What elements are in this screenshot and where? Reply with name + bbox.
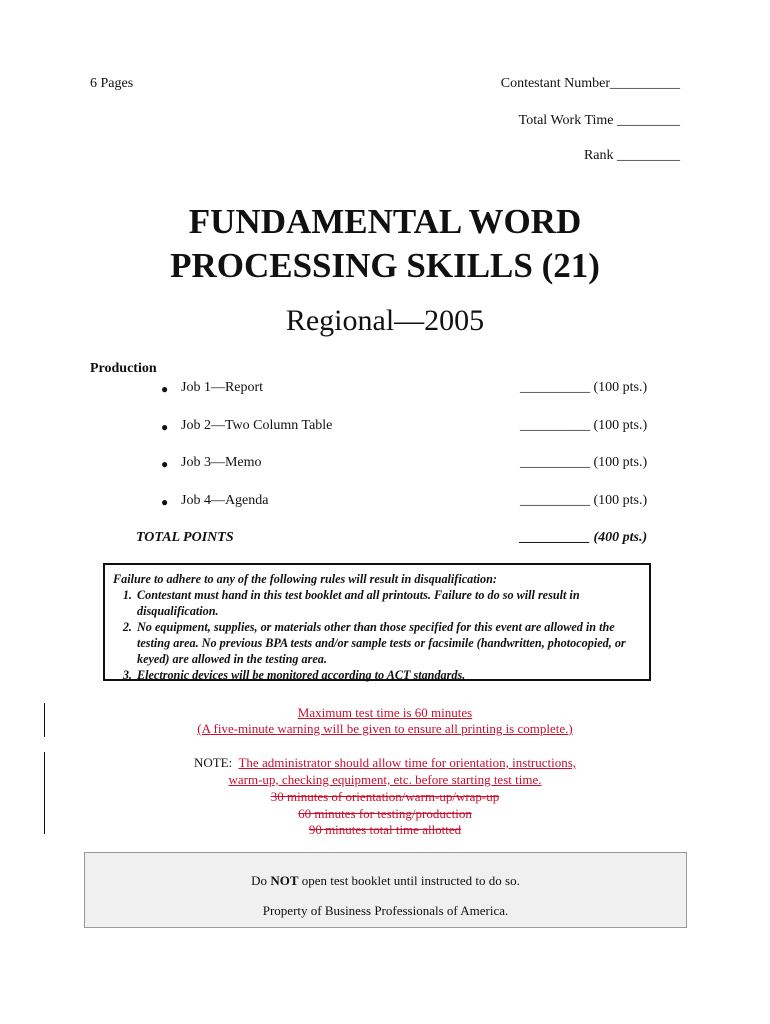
document-subtitle: Regional—2005: [285, 304, 485, 337]
total-points-label: TOTAL POINTS: [136, 530, 234, 545]
job-row: [0, 455, 770, 475]
footer-box: [84, 852, 687, 928]
job-label: Job 3—Memo: [181, 455, 262, 470]
job-points: __________ (100 pts.): [520, 455, 648, 470]
production-heading: Production: [90, 361, 157, 376]
job-label: Job 4—Agenda: [181, 493, 269, 508]
warning-open: (A: [197, 721, 211, 736]
warning-line: [0, 720, 770, 737]
rules-list: [113, 587, 641, 683]
rules-box: [103, 563, 651, 681]
bullet-icon: ●: [161, 382, 169, 396]
document-title-line-2: PROCESSING SKILLS (21): [170, 246, 600, 285]
notice-suffix: open test booklet until instructed to do so.: [298, 873, 520, 888]
job-row: [0, 380, 770, 400]
page-count: 6 Pages: [90, 76, 134, 91]
note-text: The administrator should allow time for orientation, instructions,: [238, 755, 577, 770]
job-points: __________ (100 pts.): [520, 493, 648, 508]
rank-field: Rank _________: [583, 148, 680, 163]
job-row: [0, 493, 770, 513]
job-points: __________ (100 pts.): [520, 418, 648, 433]
contestant-number-field: Contestant Number__________: [500, 76, 680, 91]
note-line-1: [0, 754, 770, 771]
bullet-icon: ●: [161, 495, 169, 509]
job-row: [0, 418, 770, 438]
job-label: Job 2—Two Column Table: [181, 418, 333, 433]
max-test-time: Maximum test time is 60 minutes: [297, 705, 473, 720]
rule-item: 3. Electronic devices will be monitored according to ACT standards.: [135, 667, 641, 683]
rule-item: 2. No equipment, supplies, or materials other than those specified for this event are allowed in the testing area. No previous BPA tests and/or sample tests or facsimile (handwritten, photocopied, or keyed) are allowed in the testing area.: [135, 619, 641, 667]
total-points-value: __________ (400 pts.): [520, 530, 648, 545]
notice-prefix: Do: [251, 873, 271, 888]
property-notice: Property of Business Professionals of America.: [262, 903, 509, 918]
bullet-icon: ●: [161, 420, 169, 434]
note-label: NOTE:: [193, 755, 239, 770]
job-label: Job 1—Report: [181, 380, 264, 395]
document-title-line-1: FUNDAMENTAL WORD: [188, 202, 582, 241]
rules-intro: Failure to adhere to any of the following rules will result in disqualification:: [113, 572, 497, 586]
note-line-2: warm-up, checking equipment, etc. before starting test time.: [228, 772, 542, 787]
struck-line: 90 minutes total time allotted: [308, 822, 462, 837]
rule-item: 1. Contestant must hand in this test booklet and all printouts. Failure to do so will result in disqualification.: [135, 587, 641, 619]
do-not-open-notice: [85, 873, 686, 889]
notice-emphasis: NOT: [270, 873, 299, 888]
warning-text: five-minute warning will be given to ensure all printing is complete.: [210, 721, 569, 736]
struck-line: 60 minutes for testing/production: [298, 806, 472, 821]
warning-close: ): [568, 721, 573, 736]
struck-line: 30 minutes of orientation/warm-up/wrap-up: [270, 789, 500, 804]
total-work-time-field: Total Work Time _________: [518, 113, 680, 128]
bullet-icon: ●: [161, 457, 169, 471]
job-points: __________ (100 pts.): [520, 380, 648, 395]
